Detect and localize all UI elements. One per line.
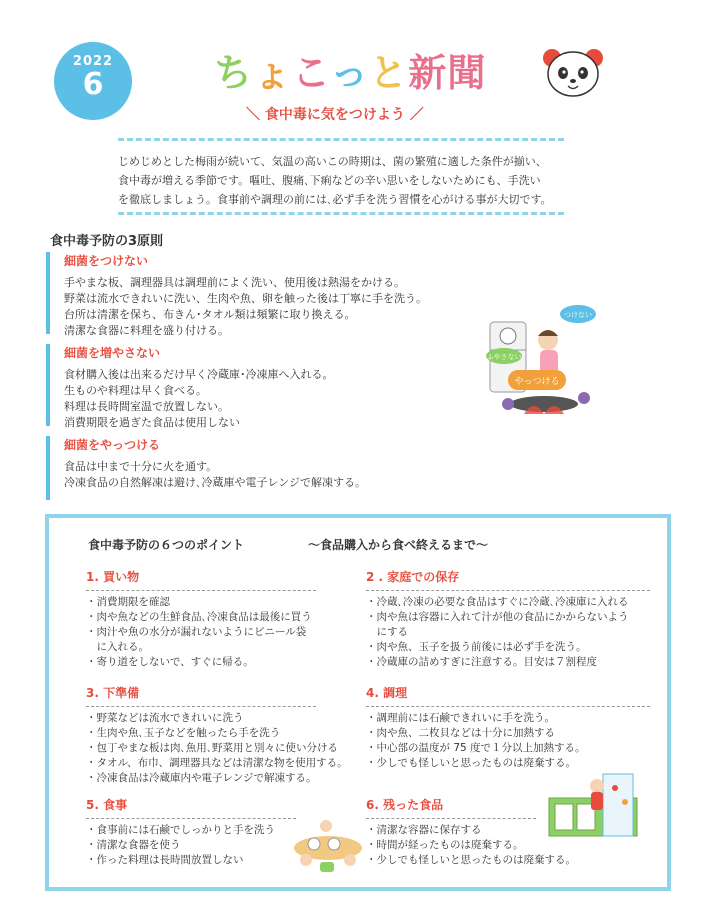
principle-line: 食品は中まで十分に火を通す。: [64, 460, 218, 473]
panda-mascot-icon: [540, 46, 606, 98]
point-divider: [86, 590, 316, 591]
principle-line: 冷凍食品の自然解凍は避け､冷蔵庫や電子レンジで解凍する。: [64, 476, 366, 489]
kitchen-illustration: [484, 302, 610, 426]
point-line: ・少しでも怪しいと思ったものは廃棄する。: [366, 757, 576, 769]
point-line: ・清潔な容器に保存する: [366, 824, 482, 836]
principle-line: 野菜は流水できれいに洗い、生肉や魚、卵を触った後は丁寧に手を洗う。: [64, 292, 427, 305]
point-line: ・冷凍食品は冷蔵庫内や電子レンジで解凍する。: [86, 772, 317, 784]
point-line: ・肉や魚などの生鮮食品､冷凍食品は最後に買う: [86, 611, 312, 623]
principles-heading: 食中毒予防の3原則: [50, 234, 164, 249]
illus-label-yattsukeru: やっつける: [514, 377, 560, 387]
point-line: ・調理前には石鹸できれいに手を洗う。: [366, 712, 555, 724]
point-line: ・肉や魚は容器に入れて汁が他の食品にかからないよう: [366, 611, 629, 623]
intro-line: 食中毒が増える季節です。嘔吐、腹痛､下痢などの辛い思いをしないためにも、手洗い: [118, 174, 541, 187]
point-block: [366, 568, 658, 670]
title-char: っ: [330, 51, 370, 95]
principle-line: 食材購入後は出来るだけ早く冷蔵庫･冷凍庫へ入れる。: [64, 368, 334, 381]
intro-text: [118, 152, 578, 209]
point-divider: [366, 818, 536, 819]
point-title: 5. 食事: [86, 798, 128, 812]
issue-month: 6: [82, 67, 104, 102]
title-char: ち: [214, 51, 254, 95]
principle-line: 料理は長時間室温で放置しない。: [64, 400, 229, 413]
point-line: にする: [366, 626, 408, 638]
principle-block: [46, 436, 484, 500]
point-line: ・肉や魚、二枚貝などは十分に加熱する: [366, 727, 555, 739]
point-line: ・少しでも怪しいと思ったものは廃棄する。: [366, 854, 576, 866]
point-line: ・食事前には石鹸でしっかりと手を洗う: [86, 824, 275, 836]
issue-badge: [54, 42, 132, 120]
point-divider: [366, 706, 650, 707]
intro-line: じめじめとした梅雨が続いて、気温の高いこの時期は、菌の繁殖に適した条件が揃い、: [118, 155, 547, 168]
points-title: 食中毒予防の６つのポイント: [88, 538, 245, 552]
principle-line: 清潔な食器に料理を盛り付ける。: [64, 324, 229, 337]
point-block: [86, 684, 356, 786]
title-char: と: [369, 51, 409, 95]
point-line: ・清潔な食器を使う: [86, 839, 181, 851]
point-line: ・タオル、布巾、調理器具などは清潔な物を使用する。: [86, 757, 348, 769]
point-title: 6. 残った食品: [366, 798, 444, 812]
title-char: ょ: [253, 51, 293, 95]
point-line: ・肉汁や魚の水分が漏れないようにビニール袋: [86, 626, 307, 638]
point-block: [366, 684, 658, 771]
principle-line: 手やまな板、調理器具は調理前によく洗い、使用後は熱湯をかける。: [64, 276, 405, 289]
point-title: 1. 買い物: [86, 570, 140, 584]
principle-title: 細菌をやっつける: [64, 438, 161, 452]
point-divider: [366, 590, 650, 591]
fridge-illustration: [545, 768, 641, 840]
principle-line: 消費期限を過ぎた食品は使用しない: [64, 416, 240, 429]
point-line: ・時間が経ったものは廃棄する。: [366, 839, 524, 851]
illus-label-fuyasanai: ふやさない: [486, 353, 522, 361]
point-line: に入れる。: [86, 641, 149, 653]
point-line: ・中心部の温度が 75 度で１分以上加熱する。: [366, 742, 586, 754]
principle-title: 細菌をつけない: [64, 254, 149, 268]
point-divider: [86, 818, 296, 819]
intro-line: を徹底しましょう。食事前や調理の前には､必ず手を洗う習慣を心がける事が大切です。: [118, 193, 552, 206]
point-line: ・冷蔵､冷凍の必要な食品はすぐに冷蔵､冷凍庫に入れる: [366, 596, 629, 608]
principle-block: [46, 344, 484, 429]
points-subtitle: ～食品購入から食べ終えるまで～: [308, 538, 489, 552]
issue-year: 2022: [72, 54, 114, 69]
title-char: こ: [292, 51, 331, 95]
point-line: ・包丁やまな板は肉､魚用､野菜用と別々に使い分ける: [86, 742, 338, 754]
point-divider: [86, 706, 316, 707]
point-line: ・野菜などは流水できれいに洗う: [86, 712, 244, 724]
principle-title: 細菌を増やさない: [64, 346, 161, 360]
point-line: ・冷蔵庫の詰めすぎに注意する。目安は７割程度: [366, 656, 597, 668]
principle-block: [46, 252, 484, 337]
point-line: ・生肉や魚､玉子などを触ったら手を洗う: [86, 727, 281, 739]
point-title: 4. 調理: [366, 686, 408, 700]
newsletter-title: [214, 42, 486, 97]
principle-line: 生ものや料理は早く食べる。: [64, 384, 207, 397]
point-title: 2 . 家庭での保存: [366, 570, 460, 584]
point-line: ・作った料理は長時間放置しない: [86, 854, 244, 866]
subtitle: ＼ 食中毒に気をつけよう ／: [246, 107, 424, 123]
point-line: ・肉や魚、玉子を扱う前後には必ず手を洗う。: [366, 641, 587, 653]
principle-line: 台所は清潔を保ち、布きん･タオル類は頻繁に取り換える。: [64, 308, 356, 321]
point-line: ・消費期限を確認: [86, 596, 170, 608]
dining-illustration: [290, 814, 366, 874]
illus-label-tsukenai: つけない: [564, 311, 592, 319]
point-line: ・寄り道をしないで、すぐに帰る。: [86, 656, 254, 668]
title-char: 新聞: [408, 51, 487, 95]
point-block: [86, 568, 356, 670]
point-title: 3. 下準備: [86, 686, 140, 700]
divider-top: [118, 138, 564, 141]
divider-bottom: [118, 212, 564, 215]
